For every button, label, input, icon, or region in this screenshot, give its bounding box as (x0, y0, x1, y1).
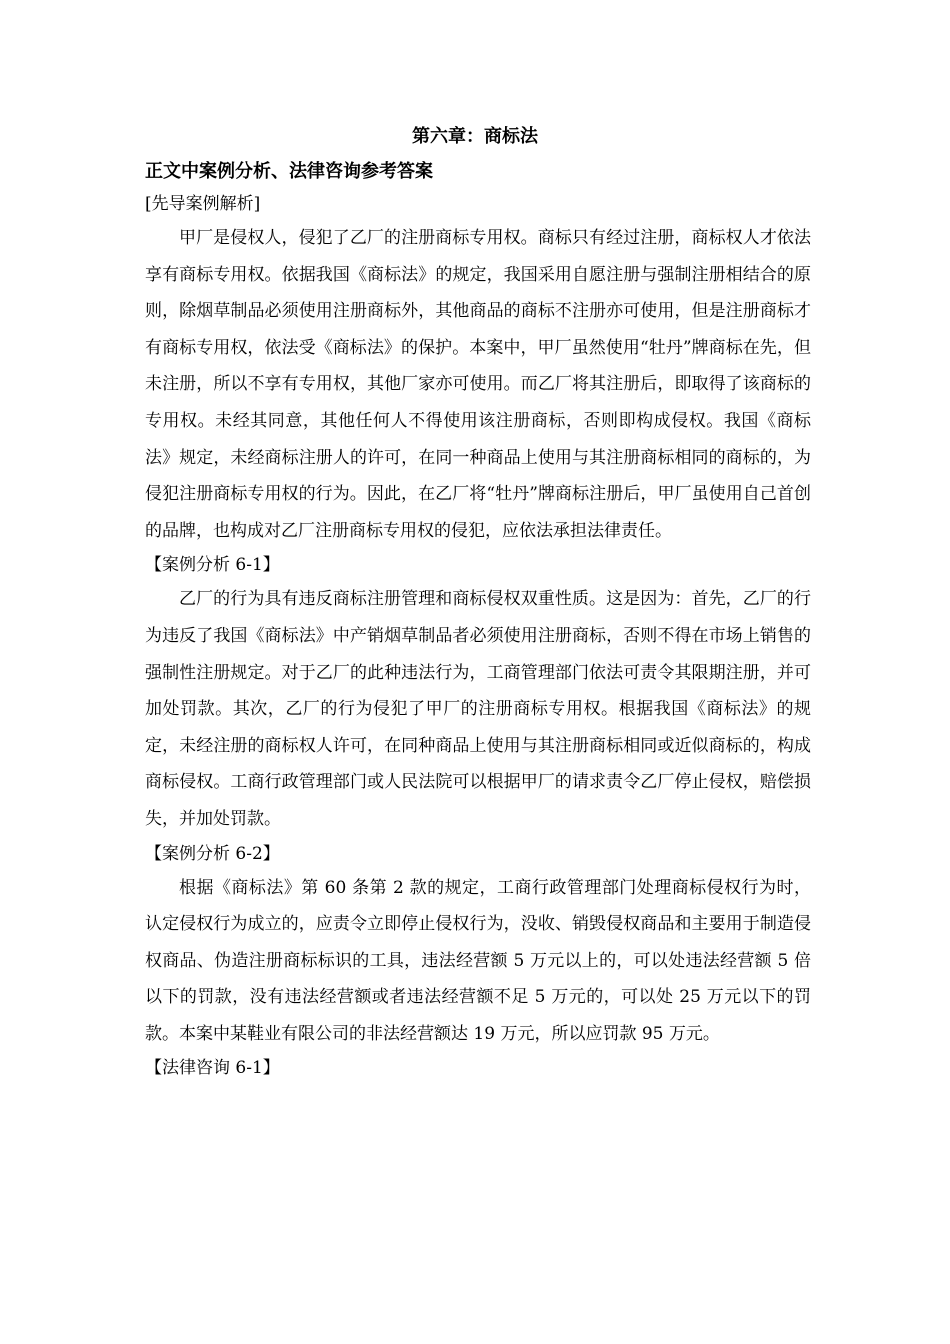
chapter-title: 第六章：商标法 (412, 126, 538, 147)
section-heading-lead-case: [先导案例解析] (145, 194, 261, 214)
section-heading-case-6-1: 【案例分析 6-1】 (145, 555, 280, 576)
section-paragraph-case-6-2: 根据《商标法》第 60 条第 2 款的规定，工商行政管理部门处理商标侵权行为时，认定侵权行为成立的，应责令立即停止侵权行为，没收、销毁侵权商品和主要用于制造侵权商品、伪造注册商标标识的工具，违法经营额 5 万元以上的，可以处违法经营额 5 倍以下的罚款，没有违法经营额或者违法经营额不足 5 万元的，可以处 25 万元以下的罚款。本案中某鞋业有限公司的非法经营额达 19 万元，所以应罚款 95 万元。 (145, 877, 811, 1044)
section-paragraph-lead-case: 甲厂是侵权人，侵犯了乙厂的注册商标专用权。商标只有经过注册，商标权人才依法享有商标专用权。依据我国《商标法》的规定，我国采用自愿注册与强制注册相结合的原则，除烟草制品必须使用注册商标外，其他商品的商标不注册亦可使用，但是注册商标才有商标专用权，依法受《商标法》的保护。本案中，甲厂虽然使用“牡丹”牌商标在先，但未注册，所以不享有专用权，其他厂家亦可使用。而乙厂将其注册后，即取得了该商标的专用权。未经其同意，其他任何人不得使用该注册商标，否则即构成侵权。我国《商标法》规定，未经商标注册人的许可，在同一种商品上使用与其注册商标相同的商标的，为侵犯注册商标专用权的行为。因此，在乙厂将“牡丹”牌商标注册后，甲厂虽使用自己首创的品牌，也构成对乙厂注册商标专用权的侵犯，应依法承担法律责任。 (145, 228, 811, 541)
section-heading-case-6-2: 【案例分析 6-2】 (145, 843, 280, 864)
section-paragraph-case-6-1: 乙厂的行为具有违反商标注册管理和商标侵权双重性质。这是因为：首先，乙厂的行为违反了我国《商标法》中产销烟草制品者必须使用注册商标，否则不得在市场上销售的强制性注册规定。对于乙厂的此种违法行为，工商管理部门依法可责令其限期注册，并可加处罚款。其次，乙厂的行为侵犯了甲厂的注册商标专用权。根据我国《商标法》的规定，未经注册的商标权人许可，在同种商品上使用与其注册商标相同或近似商标的，构成商标侵权。工商行政管理部门或人民法院可以根据甲厂的请求责令乙厂停止侵权，赔偿损失，并加处罚款。 (145, 589, 811, 829)
document-subtitle: 正文中案例分析、法律咨询参考答案 (145, 161, 433, 182)
document-body (145, 156, 811, 1084)
section-heading-consult-6-1: 【法律咨询 6-1】 (145, 1058, 280, 1079)
